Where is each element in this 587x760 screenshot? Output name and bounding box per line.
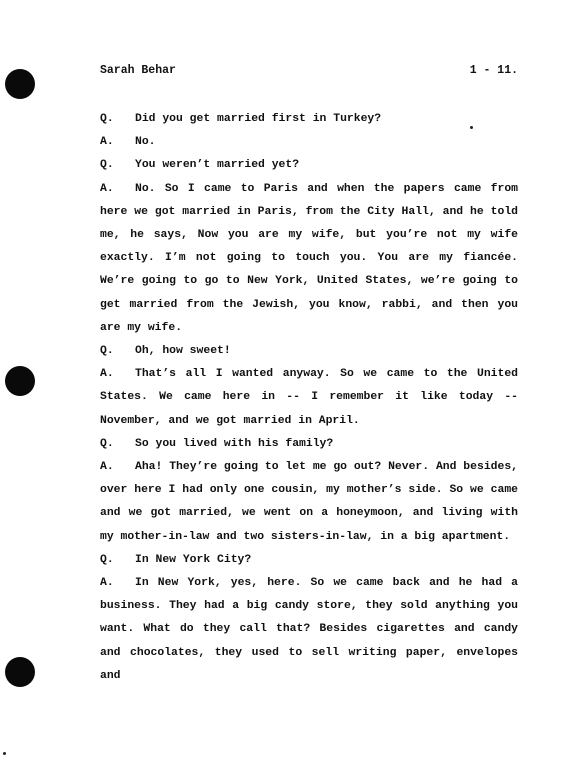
interviewee-name: Sarah Behar xyxy=(100,64,176,77)
entry-text: Did you get married first in Turkey? xyxy=(135,113,382,125)
speaker-label: A. xyxy=(100,461,114,474)
transcript-entry xyxy=(100,108,518,131)
page-header xyxy=(100,64,518,82)
speaker-label: A. xyxy=(100,136,114,149)
speaker-label: Q. xyxy=(100,159,114,172)
speaker-label: Q. xyxy=(100,113,114,125)
entry-text: So you lived with his family? xyxy=(135,437,334,450)
entry-text: Aha! They’re going to let me go out? Never. And besides, over here I had only one cousin, my mother’s side. So we came and we got married, we went on a honeymoon, and living with my mother-in-law and two sisters-in-law, in a big apartment. xyxy=(100,461,518,543)
binder-hole xyxy=(5,657,35,687)
entry-text: That’s all I wanted anyway. So we came to the United States. We came here in -- I remember it like today -- November, and we got married in April. xyxy=(100,368,518,427)
transcript-entry xyxy=(100,178,518,340)
speaker-label: A. xyxy=(100,577,114,590)
binder-hole xyxy=(5,69,35,99)
transcript-entry xyxy=(100,131,518,154)
entry-text: You weren’t married yet? xyxy=(135,159,300,172)
speaker-label: Q. xyxy=(100,437,114,450)
page-number: 1 - 11. xyxy=(469,64,518,77)
scan-speck xyxy=(3,752,6,755)
transcript-entry xyxy=(100,549,518,572)
speaker-label: A. xyxy=(100,368,114,381)
speaker-label: A. xyxy=(100,182,114,195)
binder-hole xyxy=(5,366,35,396)
entry-text: In New York City? xyxy=(135,553,252,566)
transcript-entry xyxy=(100,154,518,177)
transcript-entry xyxy=(100,363,518,433)
transcript-entry xyxy=(100,572,518,688)
transcript-entry xyxy=(100,433,518,456)
transcript-body xyxy=(100,108,518,688)
speaker-label: Q. xyxy=(100,345,114,358)
entry-text: No. xyxy=(135,136,156,149)
entry-text: Oh, how sweet! xyxy=(135,345,231,358)
entry-text: In New York, yes, here. So we came back and he had a business. They had a big candy store, they sold anything you want. What do they call that? Besides cigarettes and candy and chocolates, they used to sell writing paper, envelopes and xyxy=(100,577,518,682)
transcript-entry xyxy=(100,456,518,549)
speaker-label: Q. xyxy=(100,553,114,566)
entry-text: No. So I came to Paris and when the papers came from here we got married in Paris, from the City Hall, and he told me, he says, Now you are my wife, but you’re not my wife exactly. I’m not going to touch you. You are my fiancée. We’re going to go to New York, United States, we’re going to get married from the Jewish, you know, rabbi, and then you are my wife. xyxy=(100,182,518,334)
scan-speck xyxy=(470,126,473,129)
transcript-entry xyxy=(100,340,518,363)
